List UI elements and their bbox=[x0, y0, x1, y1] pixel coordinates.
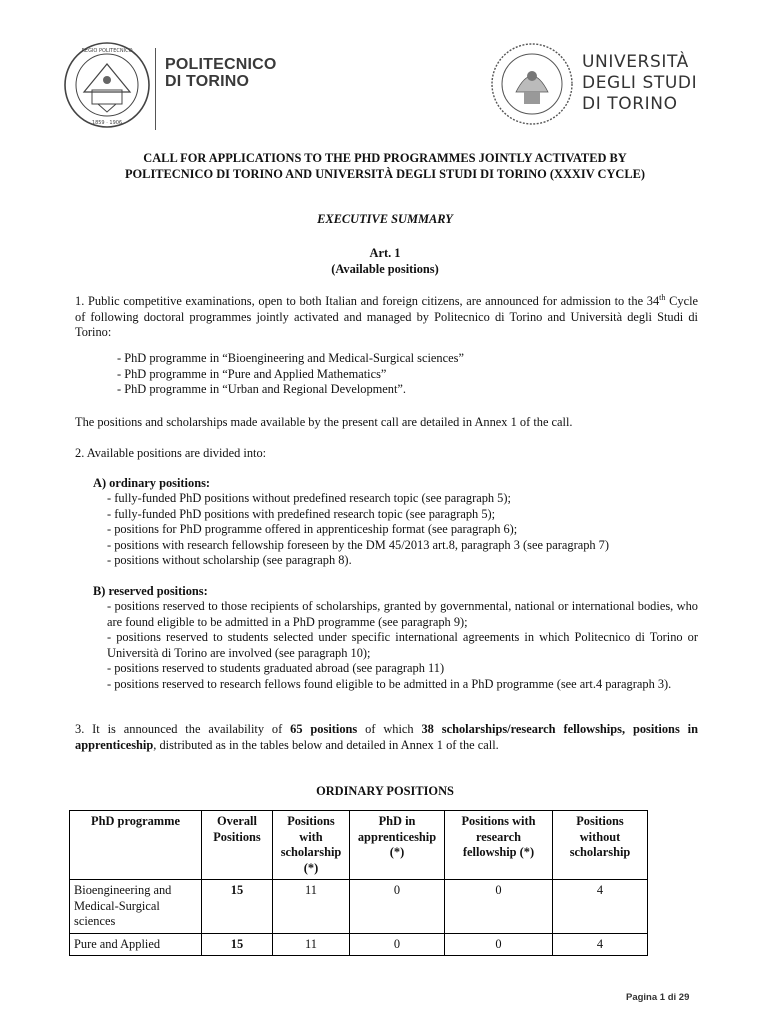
para3-text-c: of which bbox=[357, 722, 422, 736]
logo-divider bbox=[155, 48, 156, 130]
cell-scholarship: 11 bbox=[273, 880, 350, 934]
cell-fellowship: 0 bbox=[445, 880, 553, 934]
programme-item: - PhD programme in “Pure and Applied Mathematics” bbox=[117, 366, 387, 381]
header-programme: PhD programme bbox=[70, 811, 202, 880]
ordinary-positions-table-title: ORDINARY POSITIONS bbox=[316, 784, 454, 798]
art-number: Art. 1 bbox=[369, 246, 401, 260]
header-scholarship: Positions with scholarship (*) bbox=[273, 811, 350, 880]
programme-item: - PhD programme in “Urban and Regional Development”. bbox=[117, 382, 407, 396]
paragraph-3 bbox=[75, 722, 698, 753]
art-title: (Available positions) bbox=[331, 262, 439, 276]
table-row bbox=[70, 933, 648, 956]
cell-overall: 15 bbox=[202, 880, 273, 934]
para3-text-e: , distributed as in the tables below and detailed in Annex 1 of the call. bbox=[153, 737, 499, 752]
unito-line2: DEGLI STUDI bbox=[582, 73, 698, 93]
poli-line1: POLITECNICO bbox=[165, 56, 277, 73]
list-item: - positions reserved to those recipients of scholarships, granted by governmental, national or international bodies, who are found eligible to be admitted in a PhD programme (see paragraph 9); bbox=[107, 599, 698, 629]
svg-text:1859 · 1906: 1859 · 1906 bbox=[91, 120, 123, 126]
cell-scholarship: 11 bbox=[273, 933, 350, 956]
list-item: - positions without scholarship (see paragraph 8). bbox=[107, 553, 352, 567]
list-item: - positions reserved to students graduated abroad (see paragraph 11) bbox=[107, 661, 445, 675]
list-item: - positions reserved to students selected under specific international agreements in which Politecnico di Torino or Università di Torino are involved (see paragraph 10); bbox=[107, 630, 698, 660]
cell-programme: Bioengineering and Medical-Surgical sciences bbox=[70, 880, 202, 934]
paragraph-2: 2. Available positions are divided into: bbox=[75, 446, 267, 460]
para3-bold-positions: 65 positions bbox=[290, 722, 358, 736]
para3-bold-scholarships: 38 scholarships/research fellowships, positions in apprenticeship bbox=[75, 722, 698, 752]
list-item: - positions reserved to research fellows found eligible to be admitted in a PhD programme (see art.4 paragraph 3). bbox=[107, 676, 672, 691]
poli-line2: DI TORINO bbox=[165, 73, 250, 90]
unito-name bbox=[582, 52, 697, 115]
list-item: - fully-funded PhD positions without predefined research topic (see paragraph 5); bbox=[107, 491, 511, 505]
reserved-positions-list bbox=[107, 599, 698, 692]
page-number-footer: Pagina 1 di 29 bbox=[626, 992, 690, 1003]
unito-line1: UNIVERSITÀ bbox=[582, 52, 689, 72]
annex-paragraph: The positions and scholarships made available by the present call are detailed in Annex 1 of the call. bbox=[75, 415, 573, 429]
svg-text:REGIO POLITECNICO: REGIO POLITECNICO bbox=[81, 48, 133, 54]
politecnico-name bbox=[165, 56, 277, 90]
executive-summary-heading: EXECUTIVE SUMMARY bbox=[317, 212, 453, 226]
cell-apprenticeship: 0 bbox=[350, 880, 445, 934]
programme-item: - PhD programme in “Bioengineering and Medical-Surgical sciences” bbox=[117, 351, 464, 365]
header-apprenticeship: PhD in apprenticeship (*) bbox=[350, 811, 445, 880]
para3-text-a: 3. It is announced the availability of bbox=[75, 722, 291, 736]
list-item: - positions with research fellowship foreseen by the DM 45/2013 art.8, paragraph 3 (see paragraph 7) bbox=[107, 537, 610, 552]
cell-overall: 15 bbox=[202, 933, 273, 956]
ordinary-positions-heading: A) ordinary positions: bbox=[93, 476, 211, 490]
table-header-row bbox=[70, 811, 648, 880]
cell-programme: Pure and Applied bbox=[70, 933, 202, 956]
header-without-scholarship: Positions without scholarship bbox=[553, 811, 648, 880]
reserved-positions-heading: B) reserved positions: bbox=[93, 584, 208, 598]
cell-without-scholarship: 4 bbox=[553, 933, 648, 956]
document-title bbox=[40, 150, 730, 182]
unito-seal-logo bbox=[490, 42, 574, 126]
article-heading bbox=[40, 245, 730, 277]
list-item: - fully-funded PhD positions with predefined research topic (see paragraph 5); bbox=[107, 506, 496, 521]
para1-text-a: 1. Public competitive examinations, open to both Italian and foreign citizens, are announced for admission to the 34 bbox=[75, 294, 660, 309]
cell-fellowship: 0 bbox=[445, 933, 553, 956]
programme-list bbox=[117, 351, 464, 398]
politecnico-seal-logo bbox=[62, 40, 152, 130]
title-line1: CALL FOR APPLICATIONS TO THE PHD PROGRAMMES JOINTLY ACTIVATED BY bbox=[143, 151, 627, 165]
cell-apprenticeship: 0 bbox=[350, 933, 445, 956]
unito-line3: DI TORINO bbox=[582, 94, 678, 114]
para1-text-b: Cycle of following doctoral programmes jointly activated and managed by Politecnico di Torino and Università degli Studi di Torino: bbox=[75, 294, 699, 340]
cell-without-scholarship: 4 bbox=[553, 880, 648, 934]
para1-sup: th bbox=[659, 293, 666, 302]
header-overall: Overall Positions bbox=[202, 811, 273, 880]
paragraph-1 bbox=[75, 290, 698, 341]
table-row bbox=[70, 880, 648, 934]
ordinary-positions-table bbox=[69, 810, 648, 956]
title-line2: POLITECNICO DI TORINO AND UNIVERSITÀ DEGLI STUDI DI TORINO (XXXIV CYCLE) bbox=[124, 167, 646, 181]
list-item: - positions for PhD programme offered in apprenticeship format (see paragraph 6); bbox=[107, 522, 518, 536]
ordinary-positions-list bbox=[107, 491, 698, 569]
header-fellowship: Positions with research fellowship (*) bbox=[445, 811, 553, 880]
